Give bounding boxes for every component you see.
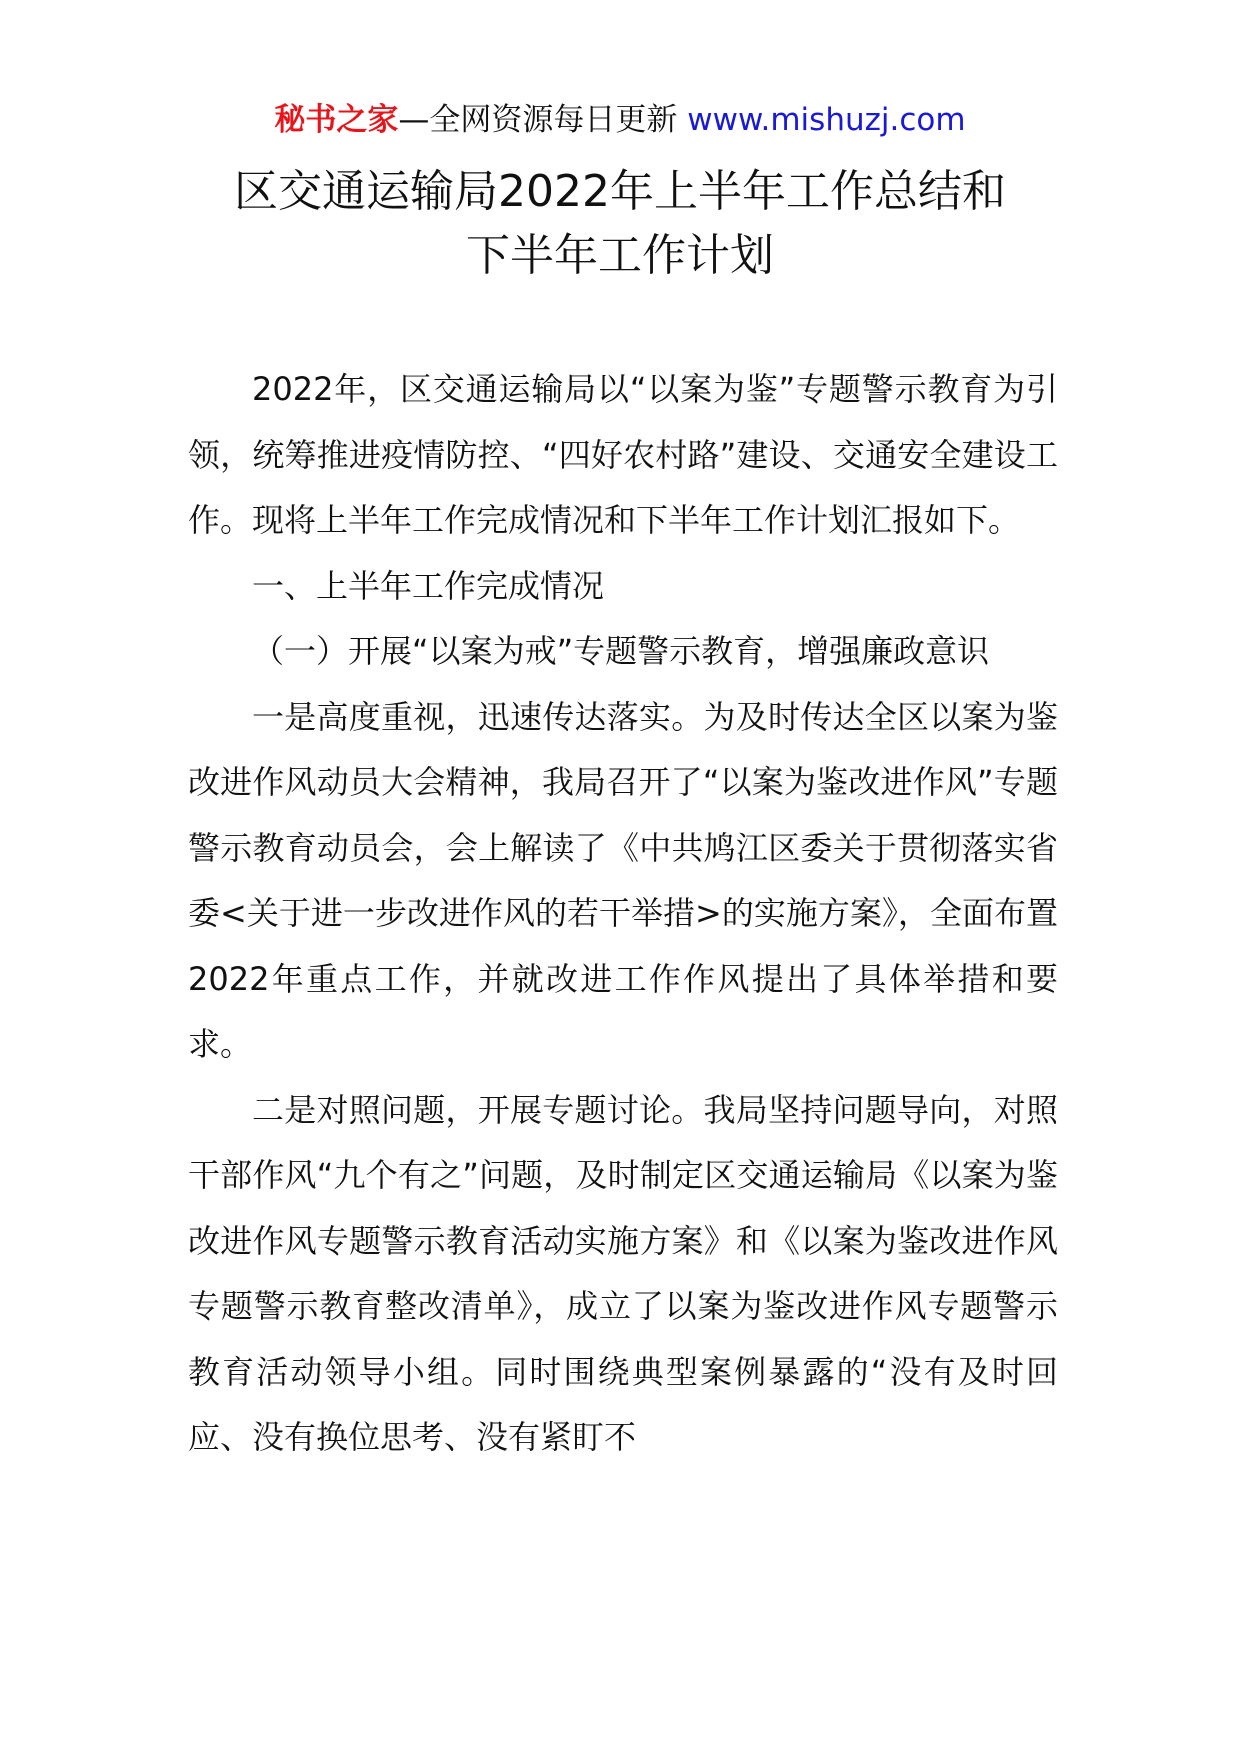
section-heading: 一、上半年工作完成情况 xyxy=(252,566,605,605)
document-body xyxy=(188,357,1058,1471)
intro-paragraph: 2022年，区交通运输局以“以案为鉴”专题警示教育为引领，统筹推进疫情防控、“四好农村路”建设、交通安全建设工作。现将上半年工作完成情况和下半年工作计划汇报如下。 xyxy=(188,370,1058,539)
site-url-link[interactable]: www.mishuzj.com xyxy=(687,102,966,138)
title-line-1: 区交通运输局2022年上半年工作总结和 xyxy=(234,166,1006,217)
brand-name: 秘书之家 xyxy=(274,102,399,138)
subsection-heading: （一）开展“以案为戒”专题警示教育，增强廉政意识 xyxy=(252,632,990,670)
body-paragraph: 二是对照问题，开展专题讨论。我局坚持问题导向，对照干部作风“九个有之”问题，及时制定区交通运输局《以案为鉴改进作风专题警示教育活动实施方案》和《以案为鉴改进作风专题警示教育整改清单》，成立了以案为鉴改进作风专题警示教育活动领导小组。同时围绕典型案例暴露的“没有及时回应、没有换位思考、没有紧盯不 xyxy=(188,1090,1058,1456)
body-paragraph: 一是高度重视，迅速传达落实。为及时传达全区以案为鉴改进作风动员大会精神，我局召开了“以案为鉴改进作风”专题警示教育动员会，会上解读了《中共鸠江区委关于贯彻落实省委<关于进一步改进作风的若干举措>的实施方案》，全面布置2022年重点工作，并就改进工作作风提出了具体举措和要求。 xyxy=(188,697,1058,1063)
site-banner xyxy=(0,98,1240,142)
banner-tagline: —全网资源每日更新 xyxy=(398,102,678,138)
document-title xyxy=(0,160,1240,288)
title-line-2: 下半年工作计划 xyxy=(466,230,774,281)
